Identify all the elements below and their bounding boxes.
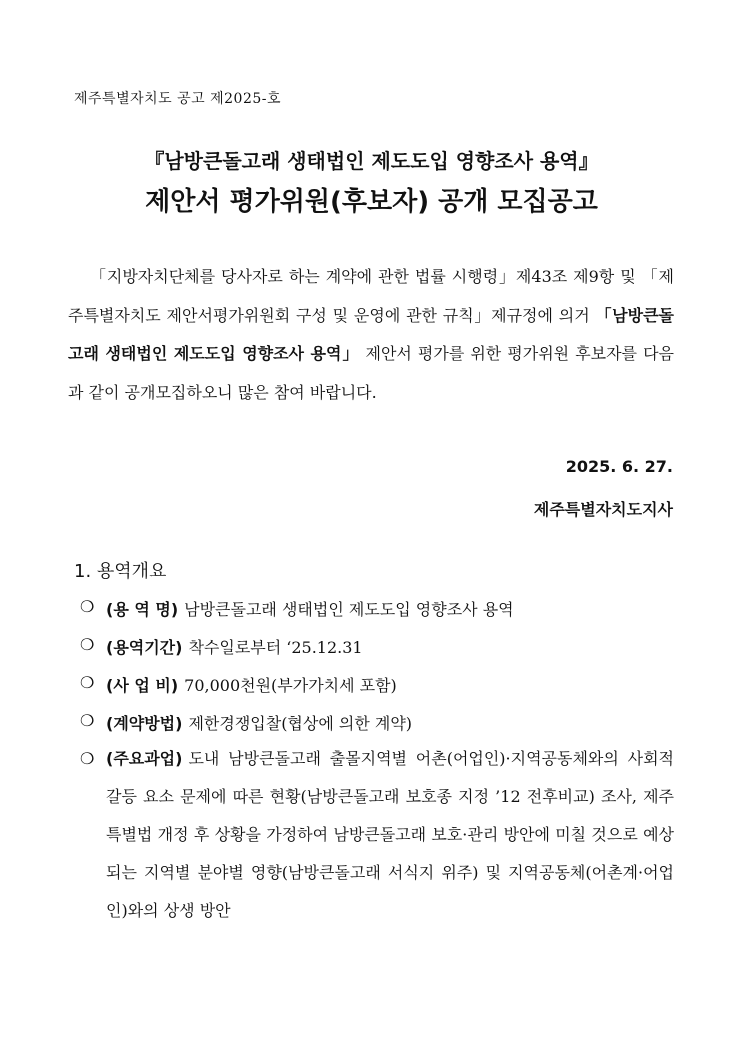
item-label: (주요과업) [106, 749, 183, 768]
item-value: 70,000천원(부가가치세 포함) [184, 676, 397, 695]
item-label: (용 역 명) [106, 600, 179, 619]
title-line-1: 『남방큰돌고래 생태법인 제도도입 영향조사 용역』 [144, 149, 599, 173]
item-value: 착수일로부터 ‘25.12.31 [188, 638, 363, 657]
section-title: 1. 용역개요 [74, 561, 167, 582]
item-label: (계약방법) [106, 714, 183, 733]
item-label: (사 업 비) [106, 676, 179, 695]
title-line-2: 제안서 평가위원(후보자) 공개 모집공고 [145, 187, 598, 217]
item-value: 도내 남방큰돌고래 출몰지역별 어촌(어업인)·지역공동체와의 사회적 갈등 요소 문제에 따른 현황(남방큰돌고래 보호종 지정 ’12 전후비교) 조사, 제주특별법 개정 후 상황을 가정하여 남방큰돌고래 보호·관리 방안에 미칠 것으로 예상되는 지역별 분야별 영향(남방큰돌고래 서식지 위주) 및 지역공동체(어촌계·어업인)와의 상생 방안 [106, 749, 674, 920]
body-text-part1: 「지방자치단체를 당사자로 하는 계약에 관한 법률 시행령」제43조 제9항 및 「제주특별자치도 제안서평가위원회 구성 및 운영에 관한 규칙」제규정에 의거 [68, 267, 674, 325]
bullet-icon: ❍ [80, 597, 95, 616]
item-value: 제한경쟁입찰(협상에 의한 계약) [188, 714, 413, 733]
issuing-organization: 제주특별자치도지사 [533, 500, 673, 519]
list-item [80, 711, 674, 734]
list-item [80, 673, 674, 696]
bullet-icon: ❍ [80, 635, 95, 654]
body-paragraph [68, 258, 674, 412]
bullet-icon: ❍ [80, 673, 95, 692]
bullet-icon: ❍ [80, 749, 95, 768]
body-text-part2: 제안서 평가를 위한 평가위원 후보자를 다음과 같이 공개모집하오니 많은 참여 바랍니다. [68, 344, 674, 402]
notice-number: 제주특별자치도 공고 제2025-호 [74, 91, 282, 107]
item-value: 남방큰돌고래 생태법인 제도도입 영향조사 용역 [184, 600, 514, 619]
item-label: (용역기간) [106, 638, 183, 657]
body-bold-project: 「남방큰돌고래 생태법인 제도도입 영향조사 용역」 [68, 305, 675, 363]
list-item [80, 740, 674, 930]
list-item [80, 597, 674, 620]
bullet-icon: ❍ [80, 711, 95, 730]
notice-date: 2025. 6. 27. [565, 457, 673, 476]
list-item [80, 635, 674, 658]
